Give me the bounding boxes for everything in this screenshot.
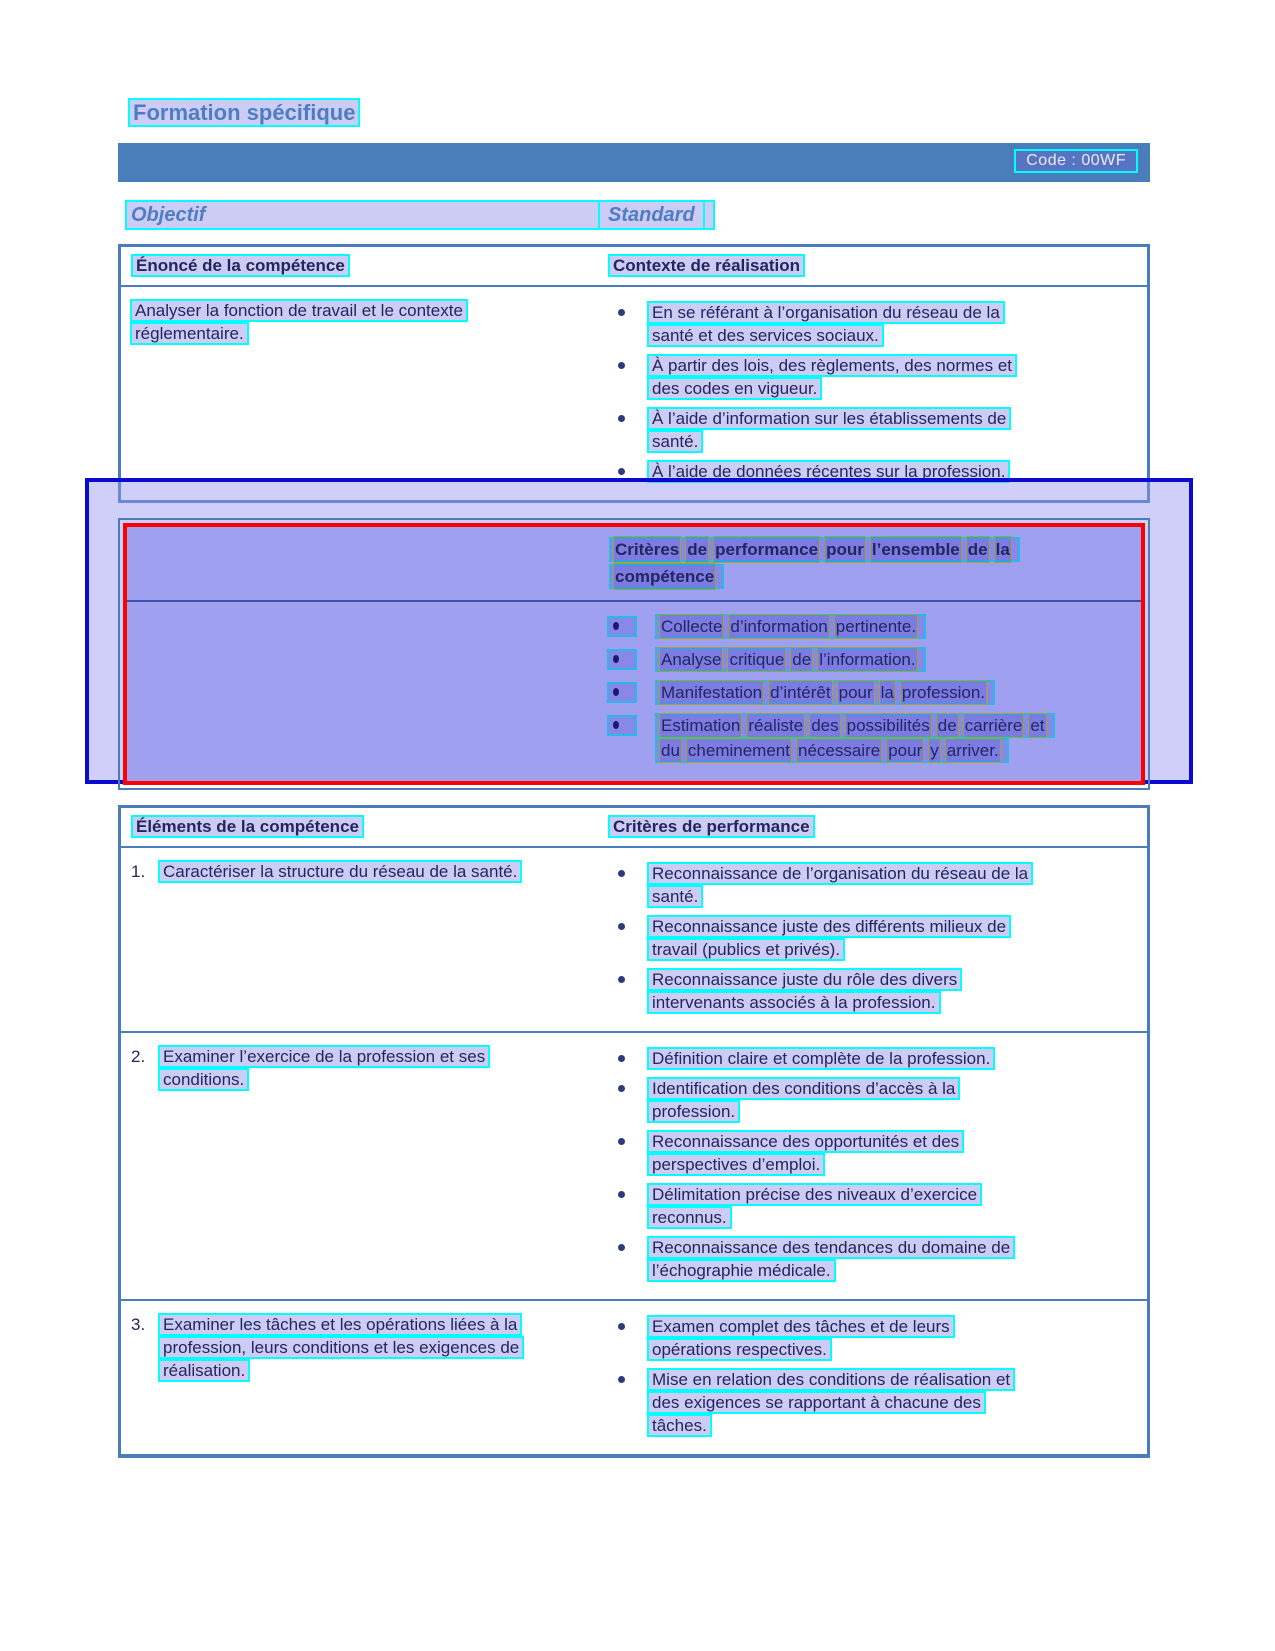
table1-body-row bbox=[121, 287, 1147, 500]
page-content bbox=[118, 100, 1150, 1458]
table-row bbox=[121, 1299, 1147, 1454]
bullet-icon bbox=[613, 622, 619, 630]
table2-header-row bbox=[121, 808, 1147, 848]
element-number: 1. bbox=[131, 862, 146, 881]
criterion-text: Reconnaissance des tendances du domaine de l’échographie médicale. bbox=[647, 1236, 1015, 1282]
bullet-box bbox=[607, 715, 637, 736]
competence-statement: Analyser la fonction de travail et le contexte réglementaire. bbox=[130, 299, 468, 345]
bullet-icon bbox=[618, 976, 625, 983]
element-cell bbox=[121, 1313, 598, 1444]
performance-item-text: Collecte d’information pertinente. bbox=[655, 614, 926, 639]
list-item bbox=[599, 614, 1133, 639]
bullet-icon bbox=[618, 1055, 625, 1062]
criterion-text: Reconnaissance de l’organisation du réseau de la santé. bbox=[647, 862, 1033, 908]
context-item-text: À l’aide de données récentes sur la profession. bbox=[647, 460, 1010, 483]
criteria-list bbox=[598, 1313, 1147, 1444]
bullet-box bbox=[607, 682, 637, 703]
bullet-box bbox=[607, 616, 637, 637]
list-item bbox=[598, 301, 1147, 347]
criteria-list bbox=[598, 1045, 1147, 1289]
bullet-icon bbox=[618, 468, 625, 475]
criterion-text: Examen complet des tâches et de leurs opérations respectives. bbox=[647, 1315, 955, 1361]
code-badge: Code : 00WF bbox=[1014, 149, 1138, 173]
criterion-text: Délimitation précise des niveaux d’exercice reconnus. bbox=[647, 1183, 982, 1229]
performance-list bbox=[599, 602, 1141, 781]
elements-criteria-table bbox=[118, 805, 1150, 1458]
table1-col2-header: Contexte de réalisation bbox=[598, 256, 1147, 276]
table-row bbox=[121, 848, 1147, 1031]
bullet-icon bbox=[618, 1191, 625, 1198]
page-title bbox=[128, 100, 1150, 126]
bullet-icon bbox=[613, 688, 619, 696]
criteria-list bbox=[598, 860, 1147, 1021]
context-item-text: À l’aide d’information sur les établissements de santé. bbox=[647, 407, 1011, 453]
list-item bbox=[598, 1047, 1147, 1070]
context-item-text: À partir des lois, des règlements, des normes et des codes en vigueur. bbox=[647, 354, 1017, 400]
element-text: Examiner les tâches et les opérations liées à la profession, leurs conditions et les exigences de réalisation. bbox=[158, 1313, 524, 1382]
bullet-icon bbox=[613, 655, 619, 663]
performance-item-text: Estimation réaliste des possibilités de carrière etdu cheminement nécessaire pour y arriver. bbox=[655, 713, 1055, 763]
list-item bbox=[598, 915, 1147, 961]
element-cell bbox=[121, 860, 598, 1021]
list-item bbox=[598, 968, 1147, 1014]
list-item bbox=[598, 1130, 1147, 1176]
criterion-text: Reconnaissance des opportunités et des perspectives d’emploi. bbox=[647, 1130, 964, 1176]
table1-col1-header: Énoncé de la compétence bbox=[121, 256, 598, 276]
code-header-bar bbox=[118, 143, 1150, 182]
list-item bbox=[598, 1368, 1147, 1437]
performance-header-cell bbox=[599, 527, 1057, 600]
competence-statement-cell bbox=[121, 299, 598, 490]
bullet-icon bbox=[618, 1085, 625, 1092]
list-item bbox=[598, 862, 1147, 908]
list-item bbox=[598, 354, 1147, 400]
element-text: Caractériser la structure du réseau de la santé. bbox=[158, 860, 522, 883]
table2-col2-header: Critères de performance bbox=[598, 817, 1147, 837]
performance-body-row bbox=[127, 602, 1141, 781]
performance-item-text: Manifestation d’intérêt pour la profession. bbox=[655, 680, 995, 705]
bullet-icon bbox=[618, 362, 625, 369]
list-item bbox=[599, 713, 1133, 763]
performance-header-row bbox=[127, 527, 1141, 600]
table1-header-row bbox=[121, 247, 1147, 287]
element-number: 2. bbox=[131, 1047, 146, 1066]
standard-heading: Standard bbox=[598, 200, 705, 230]
bullet-icon bbox=[618, 923, 625, 930]
performance-empty-cell bbox=[127, 602, 599, 781]
element-cell bbox=[121, 1045, 598, 1289]
performance-empty-cell bbox=[127, 527, 599, 600]
table2-col1-header: Éléments de la compétence bbox=[121, 817, 598, 837]
criterion-text: Reconnaissance juste des différents milieux de travail (publics et privés). bbox=[647, 915, 1011, 961]
performance-item-text: Analyse critique de l’information. bbox=[655, 647, 926, 672]
bullet-box bbox=[607, 649, 637, 670]
context-item-text: En se référant à l’organisation du réseau de la santé et des services sociaux. bbox=[647, 301, 1005, 347]
criterion-text: Définition claire et complète de la profession. bbox=[647, 1047, 995, 1070]
bullet-icon bbox=[618, 1138, 625, 1145]
list-item bbox=[599, 647, 1133, 672]
competence-context-table bbox=[118, 244, 1150, 503]
list-item bbox=[598, 1236, 1147, 1282]
bullet-icon bbox=[618, 415, 625, 422]
list-item bbox=[598, 1315, 1147, 1361]
element-text: Examiner l’exercice de la profession et ses conditions. bbox=[158, 1045, 490, 1091]
objectif-heading: Objectif bbox=[131, 204, 206, 226]
bullet-icon bbox=[618, 1376, 625, 1383]
objectif-heading-band bbox=[125, 200, 715, 230]
page-title-highlight: Formation spécifique bbox=[128, 98, 360, 127]
performance-criteria-table bbox=[118, 518, 1150, 790]
table-row bbox=[121, 1031, 1147, 1299]
criterion-text: Mise en relation des conditions de réalisation et des exigences se rapportant à chacune des tâches. bbox=[647, 1368, 1015, 1437]
criterion-text: Reconnaissance juste du rôle des divers intervenants associés à la profession. bbox=[647, 968, 962, 1014]
list-item bbox=[598, 460, 1147, 483]
list-item bbox=[598, 407, 1147, 453]
bullet-icon bbox=[618, 309, 625, 316]
context-list bbox=[598, 299, 1147, 490]
list-item bbox=[598, 1183, 1147, 1229]
list-item bbox=[598, 1077, 1147, 1123]
bullet-icon bbox=[618, 870, 625, 877]
performance-red-box bbox=[123, 523, 1145, 785]
criterion-text: Identification des conditions d’accès à la profession. bbox=[647, 1077, 960, 1123]
bullet-icon bbox=[618, 1244, 625, 1251]
bullet-icon bbox=[613, 721, 619, 729]
section-headings-row bbox=[125, 200, 1150, 230]
performance-header-text: Critères de performance pour l’ensemble de lacompétence bbox=[609, 537, 1020, 589]
bullet-icon bbox=[618, 1323, 625, 1330]
element-number: 3. bbox=[131, 1315, 146, 1334]
list-item bbox=[599, 680, 1133, 705]
